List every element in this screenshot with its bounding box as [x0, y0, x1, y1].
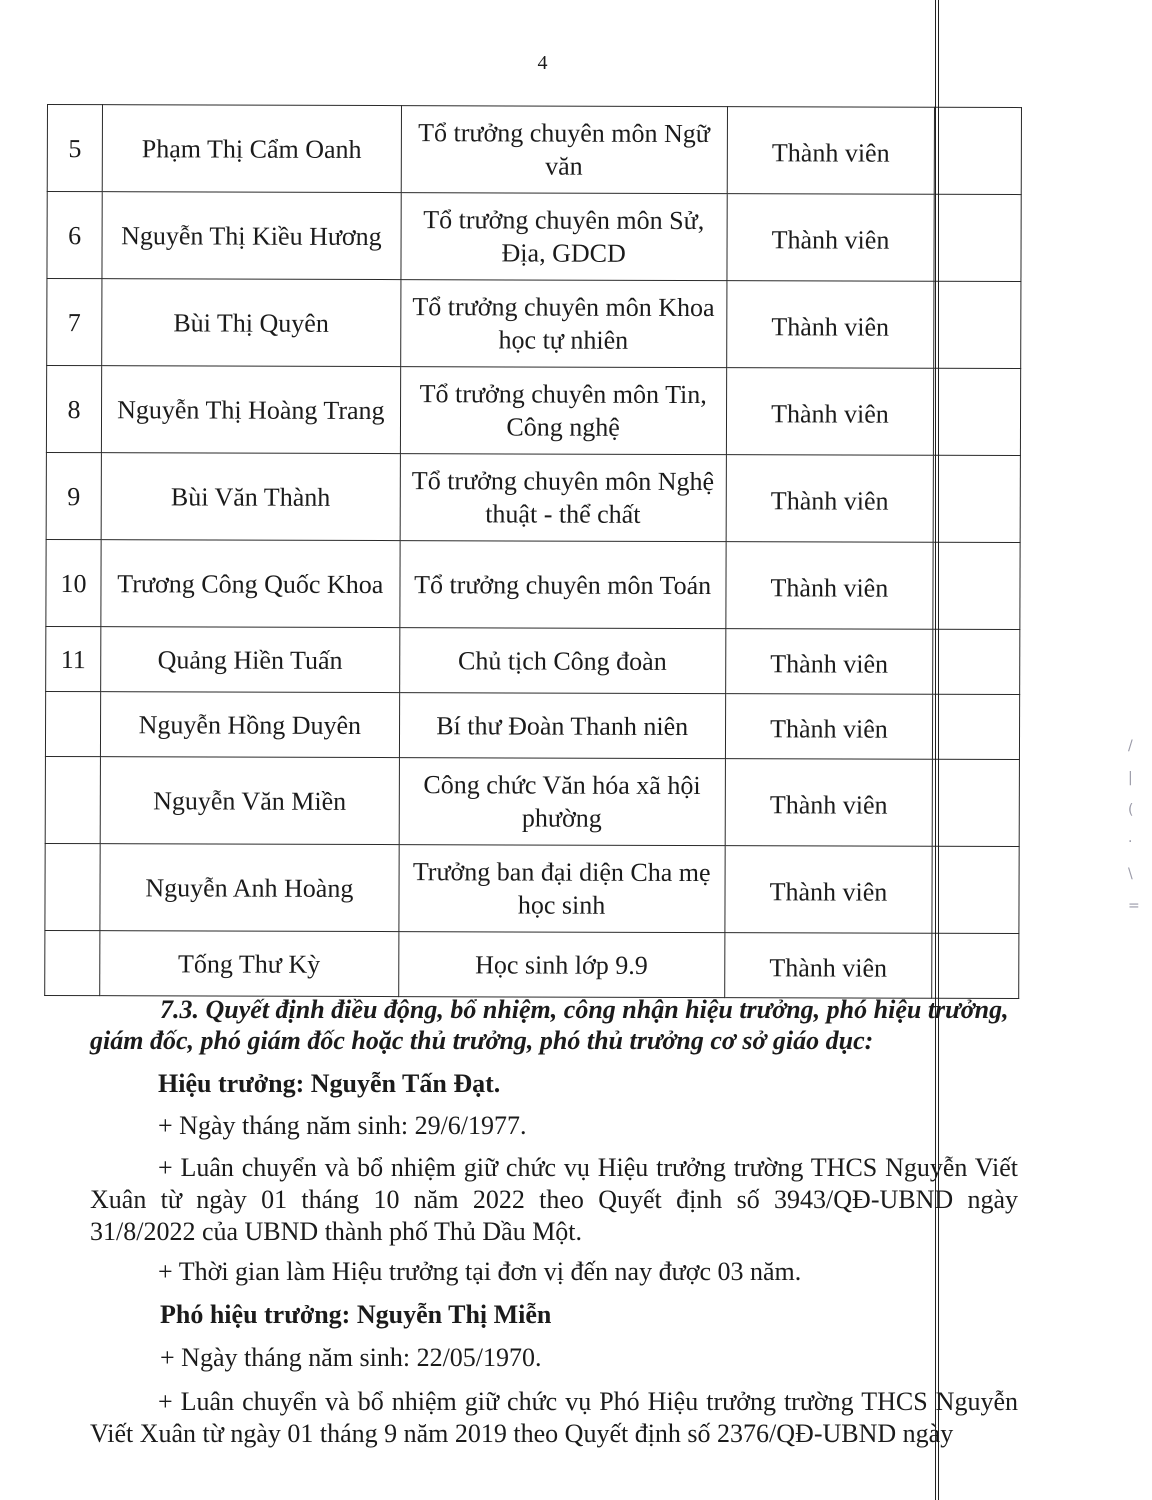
note-cell	[932, 933, 1019, 998]
table-row	[46, 626, 1020, 694]
member-name-cell: Phạm Thị Cẩm Oanh	[102, 105, 401, 193]
row-number-cell: 6	[47, 192, 102, 279]
row-number-cell: 8	[46, 366, 101, 453]
member-name-cell: Nguyễn Hồng Duyên	[100, 692, 399, 758]
row-number-cell: 7	[47, 279, 102, 366]
table-body	[45, 105, 1022, 999]
member-name-cell: Quảng Hiền Tuấn	[101, 627, 400, 693]
member-position-cell: Tổ trưởng chuyên môn Ngữ văn	[401, 106, 727, 194]
member-name-cell: Nguyễn Thị Hoàng Trang	[101, 366, 400, 454]
row-number-cell: 9	[46, 452, 101, 539]
table-row	[45, 691, 1019, 759]
table-row	[47, 105, 1021, 195]
table-row	[46, 366, 1020, 456]
page-number: 4	[537, 52, 548, 74]
member-position-cell: Chủ tịch Công đoàn	[399, 628, 725, 694]
member-role-cell: Thành viên	[724, 933, 932, 999]
member-role-cell: Thành viên	[725, 846, 933, 934]
table-row	[45, 930, 1019, 998]
table-row	[47, 279, 1021, 369]
note-cell	[933, 542, 1020, 629]
table-row	[45, 843, 1019, 933]
row-number-cell	[45, 843, 100, 930]
member-position-cell: Bí thư Đoàn Thanh niên	[399, 693, 725, 759]
note-cell	[932, 846, 1019, 933]
member-name-cell: Bùi Văn Thành	[101, 453, 400, 541]
member-name-cell: Nguyễn Văn Miền	[100, 757, 399, 845]
member-position-cell: Trưởng ban đại diện Cha mẹ học sinh	[398, 845, 724, 933]
member-name-cell: Trương Công Quốc Khoa	[101, 540, 400, 628]
vice-principal-title: Phó hiệu trưởng: Nguyễn Thị Miễn	[160, 1300, 552, 1329]
row-number-cell	[45, 756, 100, 843]
note-cell	[934, 368, 1021, 455]
member-role-cell: Thành viên	[725, 759, 933, 847]
principal-tenure: + Thời gian làm Hiệu trưởng tại đơn vị đến nay được 03 năm.	[158, 1257, 802, 1286]
member-role-cell: Thành viên	[726, 455, 934, 543]
member-role-cell: Thành viên	[726, 542, 934, 630]
row-number-cell: 10	[46, 539, 101, 626]
note-cell	[933, 455, 1020, 542]
member-position-cell: Tổ trưởng chuyên môn Sử, Địa, GDCD	[401, 193, 727, 281]
members-table	[44, 104, 1022, 999]
member-name-cell: Tống Thư Kỳ	[100, 931, 399, 997]
principal-appointment: + Luân chuyển và bổ nhiệm giữ chức vụ Hiệu trưởng trường THCS Nguyễn Viết Xuân từ ngày 01 tháng 10 năm 2022 theo Quyết định số 3943/QĐ-UBND ngày 31/8/2022 của UBND thành phố Thủ Dầu Một.	[90, 1153, 1018, 1246]
row-number-cell: 11	[46, 626, 101, 691]
vice-principal-appointment: + Luân chuyển và bổ nhiệm giữ chức vụ Phó Hiệu trưởng trường THCS Nguyễn Viết Xuân từ ngày 01 tháng 9 năm 2019 theo Quyết định số 2376/QĐ-UBND ngày	[90, 1387, 1018, 1448]
member-name-cell: Nguyễn Thị Kiều Hương	[102, 192, 401, 280]
vice-principal-birth: + Ngày tháng năm sinh: 22/05/1970.	[160, 1343, 542, 1372]
note-cell	[934, 107, 1021, 194]
section-heading: 7.3. Quyết định điều động, bổ nhiệm, công nhận hiệu trưởng, phó hiệu trưởng, giám đốc, phó giám đốc hoặc thủ trưởng, phó thủ trưởng cơ sở giáo dục:	[90, 995, 1009, 1055]
member-name-cell: Nguyễn Anh Hoàng	[100, 844, 399, 932]
table-row	[46, 452, 1020, 542]
note-cell	[932, 759, 1019, 846]
table-row	[45, 756, 1019, 846]
principal-title: Hiệu trưởng: Nguyễn Tấn Đạt.	[158, 1069, 501, 1098]
row-number-cell: 5	[47, 105, 102, 192]
note-cell	[934, 281, 1021, 368]
member-role-cell: Thành viên	[727, 107, 935, 195]
member-role-cell: Thành viên	[725, 694, 933, 760]
member-position-cell: Tổ trưởng chuyên môn Khoa học tự nhiên	[400, 280, 726, 368]
member-position-cell: Học sinh lớp 9.9	[398, 932, 724, 998]
member-position-cell: Tổ trưởng chuyên môn Nghệ thuật - thể chất	[400, 454, 726, 542]
note-cell	[933, 629, 1020, 694]
principal-birth: + Ngày tháng năm sinh: 29/6/1977.	[158, 1111, 527, 1140]
member-position-cell: Tổ trưởng chuyên môn Toán	[399, 541, 725, 629]
table-row	[47, 192, 1021, 282]
member-role-cell: Thành viên	[727, 194, 935, 282]
row-number-cell	[45, 930, 100, 995]
table-row	[46, 539, 1020, 629]
member-role-cell: Thành viên	[725, 629, 933, 695]
note-cell	[934, 194, 1021, 281]
row-number-cell	[45, 691, 100, 756]
member-position-cell: Công chức Văn hóa xã hội phường	[399, 758, 725, 846]
member-name-cell: Bùi Thị Quyên	[102, 279, 401, 367]
member-position-cell: Tổ trưởng chuyên môn Tin, Công nghệ	[400, 367, 726, 455]
member-role-cell: Thành viên	[726, 281, 934, 369]
margin-stamp-mark: / | ( · \ =	[1128, 738, 1140, 914]
member-role-cell: Thành viên	[726, 368, 934, 456]
note-cell	[933, 694, 1020, 759]
